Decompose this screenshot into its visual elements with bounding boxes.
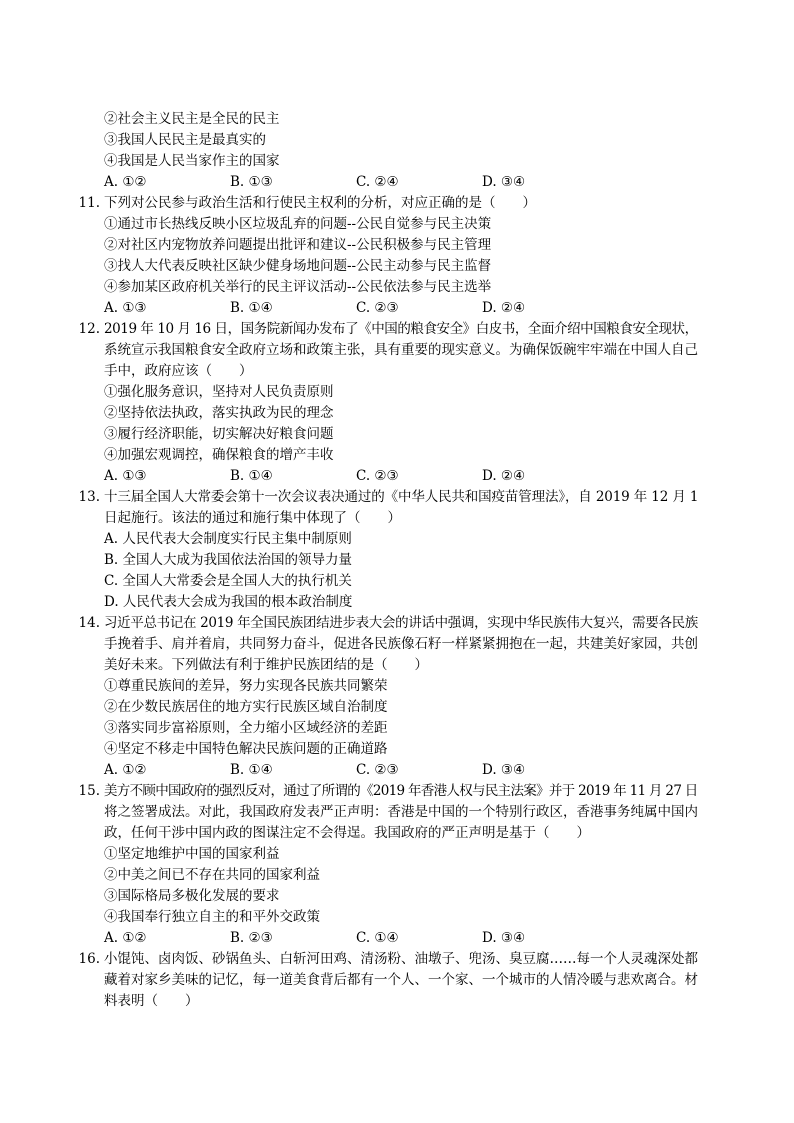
statement: ③找人大代表反映社区缺少健身场地问题--公民主动参与民主监督 [104,258,492,274]
statement: ④我国奉行独立自主的和平外交政策 [104,909,320,925]
option-c: C. ②③ [356,468,399,484]
statement: ①强化服务意识，坚持对人民负责原则 [104,384,334,400]
question-stem: 料表明（ ） [104,993,199,1009]
question-stem: 系统宣示我国粮食安全政府立场和政策主张，具有重要的现实意义。为确保饭碗牢牢端在中国人自己 [104,342,698,358]
option-b: B. ①③ [230,174,273,190]
statement: ②社会主义民主是全民的民主 [104,111,280,127]
question-stem: 小馄饨、卤肉饭、砂锅鱼头、白斩河田鸡、清汤粉、油墩子、兜汤、臭豆腐……每一个人灵魂深处都 [104,951,698,967]
statement: ①尊重民族间的差异，努力实现各民族共同繁荣 [104,678,388,694]
statement: ②对社区内宠物放养问题提出批评和建议--公民积极参与民主管理 [104,237,492,253]
question-number: 16. [78,951,100,967]
question-stem: 美好未来。下列做法有利于维护民族团结的是（ ） [104,657,428,673]
question-number: 14. [78,615,100,631]
option-d: D. ③④ [482,762,526,778]
option-c: C. ②③ [356,300,399,316]
statement: ②中美之间已不存在共同的国家利益 [104,867,320,883]
option-a: A. ①② [104,762,147,778]
question-stem: 下列对公民参与政治生活和行使民主权利的分析，对应正确的是（ ） [104,195,536,211]
question-stem: 藏着对家乡美味的记忆，每一道美食背后都有一个人、一个家、一个城市的人情冷暖与悲欢离合。材 [104,972,698,988]
option-a: A. ①② [104,174,147,190]
choice-d: D. 人民代表大会成为我国的根本政治制度 [104,594,353,610]
statement: ①坚定地维护中国的国家利益 [104,846,280,862]
option-a: A. ①② [104,930,147,946]
question-stem: 手中，政府应该（ ） [104,363,253,379]
option-a: A. ①③ [104,300,147,316]
option-b: B. ①④ [230,468,273,484]
question-stem: 将之签署成法。对此，我国政府发表严正声明：香港是中国的一个特别行政区，香港事务纯属中国内 [104,804,698,820]
option-d: D. ③④ [482,930,526,946]
choice-a: A. 人民代表大会制度实行民主集中制原则 [104,531,352,547]
statement: ④加强宏观调控，确保粮食的增产丰收 [104,447,334,463]
choice-c: C. 全国人大常委会是全国人大的执行机关 [104,573,352,589]
question-number: 12. [78,321,100,337]
statement: ④参加某区政府机关举行的民主评议活动--公民依法参与民主选举 [104,279,492,295]
option-a: A. ①③ [104,468,147,484]
question-stem: 手挽着手、肩并着肩，共同努力奋斗，促进各民族像石籽一样紧紧拥抱在一起，共建美好家园，共创 [104,636,698,652]
question-stem: 日起施行。该法的通过和施行集中体现了（ ） [104,510,401,526]
statement: ②在少数民族居住的地方实行民族区域自治制度 [104,699,388,715]
option-b: B. ①④ [230,762,273,778]
choice-b: B. 全国人大成为我国依法治国的领导力量 [104,552,353,568]
question-stem: 十三届全国人大常委会第十一次会议表决通过的《中华人民共和国疫苗管理法》，自 2019 年 12 月 1 [104,489,699,505]
statement: ③我国人民民主是最真实的 [104,132,266,148]
question-stem: 美方不顾中国政府的强烈反对，通过了所谓的《2019 年香港人权与民主法案》并于 2019 年 11 月 27 日 [104,783,698,799]
option-c: C. ②④ [356,174,399,190]
question-number: 11. [78,195,100,211]
statement: ④我国是人民当家作主的国家 [104,153,280,169]
statement: ③落实同步富裕原则，全力缩小区域经济的差距 [104,720,388,736]
option-b: B. ①④ [230,300,273,316]
statement: ③国际格局多极化发展的要求 [104,888,280,904]
question-number: 13. [78,489,100,505]
option-b: B. ②③ [230,930,273,946]
option-d: D. ②④ [482,468,526,484]
question-number: 15. [78,783,100,799]
statement: ④坚定不移走中国特色解决民族问题的正确道路 [104,741,388,757]
statement: ③履行经济职能，切实解决好粮食问题 [104,426,334,442]
question-stem: 2019 年 10 月 16 日，国务院新闻办发布了《中国的粮食安全》白皮书，全面介绍中国粮食安全现状， [104,321,698,337]
statement: ①通过市长热线反映小区垃圾乱弃的问题--公民自觉参与民主决策 [104,216,492,232]
question-stem: 习近平总书记在 2019 年全国民族团结进步表大会的讲话中强调，实现中华民族伟大复兴，需要各民族 [104,615,698,631]
option-c: C. ②③ [356,762,399,778]
question-stem: 政，任何干涉中国内政的图谋注定不会得逞。我国政府的严正声明是基于（ ） [104,825,590,841]
statement: ②坚持依法执政，落实执政为民的理念 [104,405,334,421]
option-d: D. ③④ [482,174,526,190]
option-c: C. ①④ [356,930,399,946]
option-d: D. ②④ [482,300,526,316]
